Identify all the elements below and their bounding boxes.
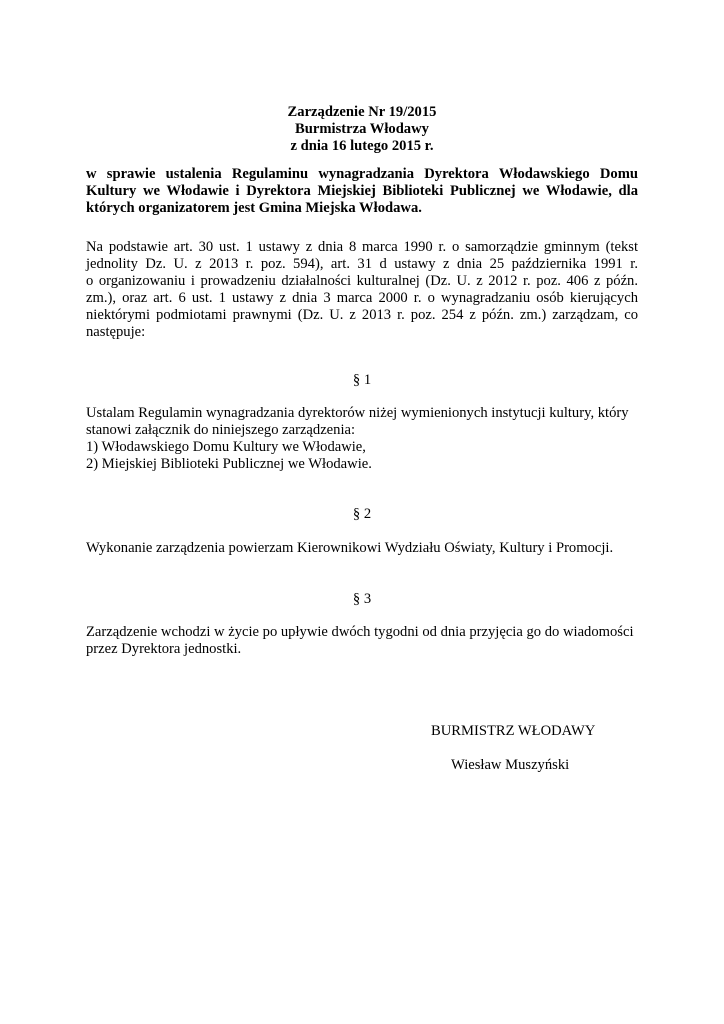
section-3-text: [86, 624, 646, 658]
preamble-line: niektórymi podmiotami prawnymi (Dz. U. z 2013 r. poz. 254 z późn. zm.) zarządzam, co: [86, 307, 638, 323]
list-item: 1) Włodawskiego Domu Kultury we Włodawie,: [86, 439, 366, 455]
section-2-text: [86, 540, 646, 557]
section-3-line: Zarządzenie wchodzi w życie po upływie dwóch tygodni od dnia przyjęcia go do wiadomości: [86, 624, 634, 640]
list-item: 2) Miejskiej Biblioteki Publicznej we Włodawie.: [86, 456, 372, 472]
section-2-mark: § 2: [352, 506, 372, 522]
ordinance-date: z dnia 16 lutego 2015 r.: [290, 138, 434, 154]
section-1-line: Ustalam Regulamin wynagradzania dyrektorów niżej wymienionych instytucji kultury, który: [86, 405, 629, 421]
ordinance-subject: [86, 166, 638, 217]
document-header: [0, 104, 724, 155]
signature-name: Wiesław Muszyński: [451, 757, 570, 773]
ordinance-issuer: Burmistrza Włodawy: [295, 121, 429, 137]
preamble-line: jednolity Dz. U. z 2013 r. poz. 594), art. 31 d ustawy z dnia 25 października 1991 r.: [86, 256, 638, 272]
section-2-line: Wykonanie zarządzenia powierzam Kierownikowi Wydziału Oświaty, Kultury i Promocji.: [86, 540, 614, 556]
section-3-mark: § 3: [352, 591, 372, 607]
subject-line: których organizatorem jest Gmina Miejska Włodawa.: [86, 200, 422, 216]
signature-title: BURMISTRZ WŁODAWY: [431, 723, 596, 739]
section-1-text: [86, 405, 646, 473]
section-1-mark: § 1: [352, 372, 372, 388]
ordinance-number: Zarządzenie Nr 19/2015: [287, 104, 437, 120]
preamble-line: następuje:: [86, 324, 146, 340]
subject-line: w sprawie ustalenia Regulaminu wynagradzania Dyrektora Włodawskiego Domu: [86, 166, 638, 182]
preamble-line: o organizowaniu i prowadzeniu działalności kulturalnej (Dz. U. z 2012 r. poz. 406 z późn.: [86, 273, 638, 289]
preamble-line: Na podstawie art. 30 ust. 1 ustawy z dnia 8 marca 1990 r. o samorządzie gminnym (tekst: [86, 239, 638, 255]
section-3-line: przez Dyrektora jednostki.: [86, 641, 242, 657]
preamble-line: zm.), oraz art. 6 ust. 1 ustawy z dnia 3 marca 2000 r. o wynagradzaniu osób kierujących: [86, 290, 638, 306]
section-1-line: stanowi załącznik do niniejszego zarządzenia:: [86, 422, 356, 438]
legal-basis-paragraph: [86, 239, 638, 341]
subject-line: Kultury we Włodawie i Dyrektora Miejskiej Biblioteki Publicznej we Włodawie, dla: [86, 183, 638, 199]
